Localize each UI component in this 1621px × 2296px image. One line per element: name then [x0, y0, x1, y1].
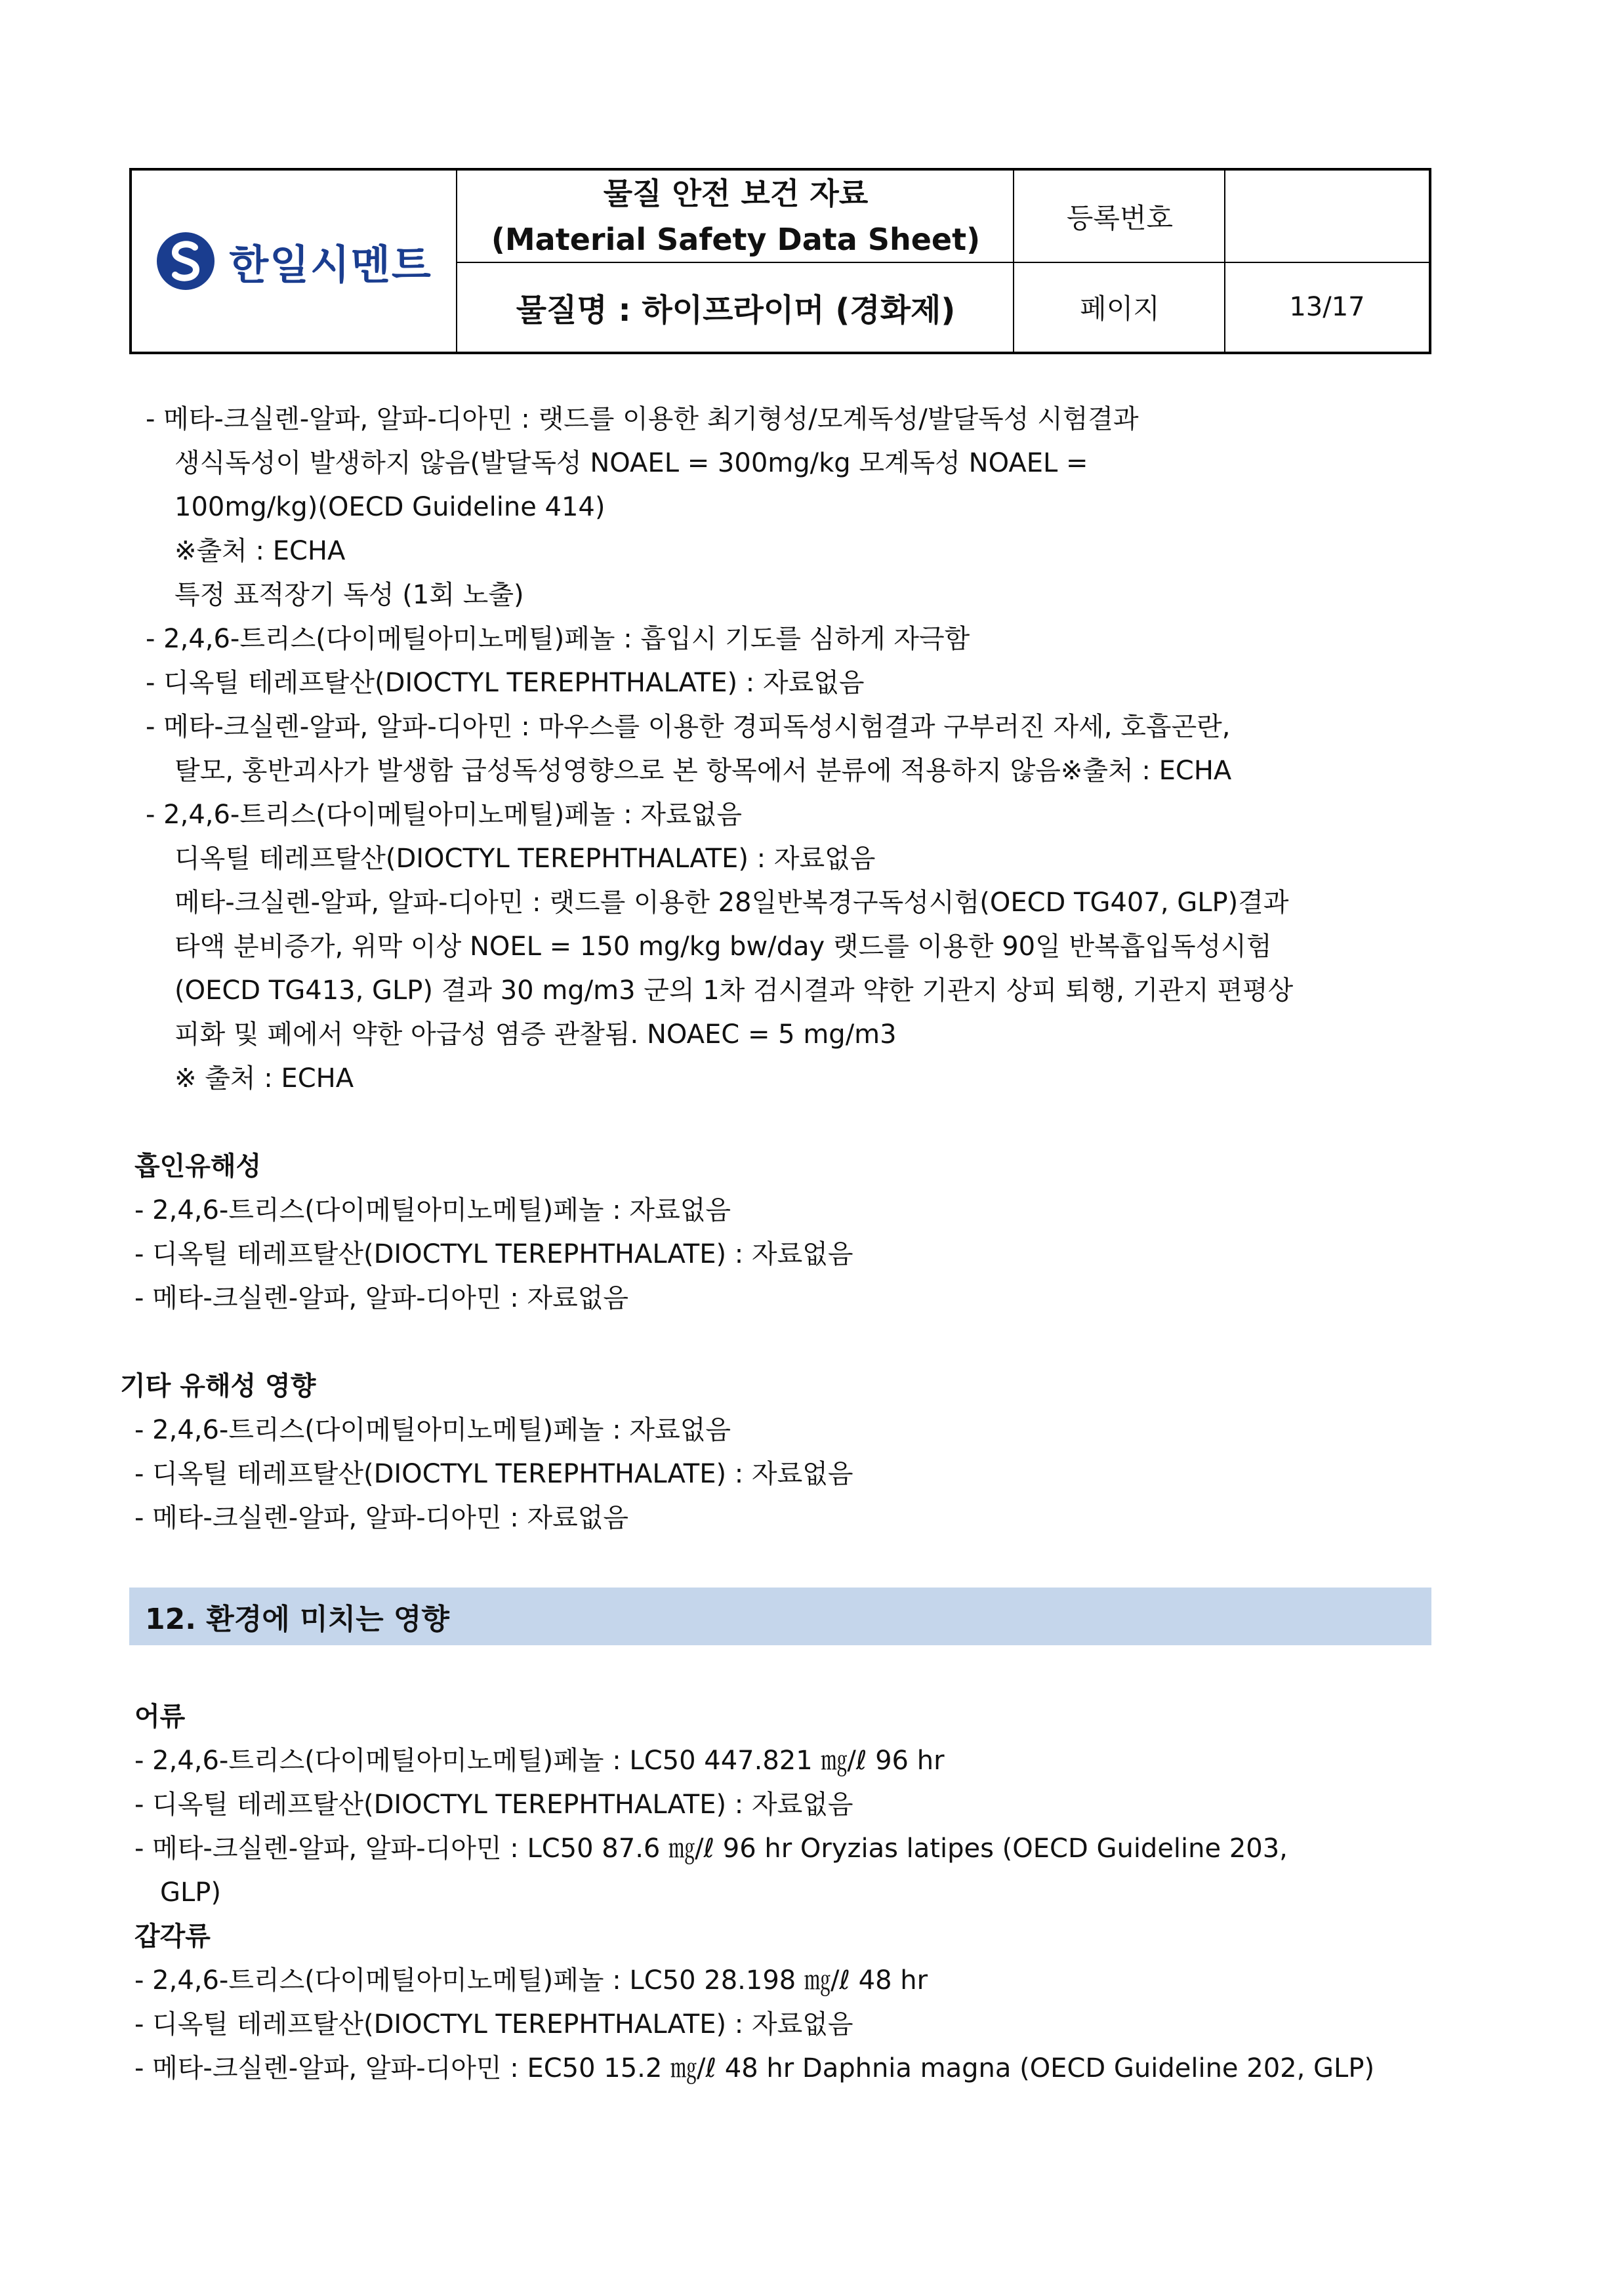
text-line: ※출처 : ECHA [174, 536, 346, 566]
list-item: - 메타-크실렌-알파, 알파-디아민 : EC50 15.2 ㎎/ℓ 48 hr Daphnia magna (OECD Guideline 202, GLP) [134, 2053, 1375, 2083]
document-header-table [129, 168, 1431, 354]
title-korean: 물질 안전 보건 자료 [603, 176, 869, 211]
list-item: - 2,4,6-트리스(다이메틸아미노메틸)페놀 : 자료없음 [134, 1195, 731, 1225]
registration-number-value [1225, 171, 1429, 262]
document-title [457, 171, 1014, 262]
list-item: - 메타-크실렌-알파, 알파-디아민 : 자료없음 [134, 1503, 629, 1533]
text-line: 타액 분비증가, 위막 이상 NOEL = 150 mg/kg bw/day 랫드를 이용한 90일 반복흡입독성시험 [174, 932, 1272, 962]
aspiration-heading: 흡인유해성 [134, 1151, 262, 1181]
text-line: 특정 표적장기 독성 (1회 노출) [174, 580, 524, 610]
section-12-title: 12. 환경에 미치는 영향 [145, 1603, 449, 1636]
page-number: 13/17 [1289, 292, 1365, 322]
list-item: - 디옥틸 테레프탈산(DIOCTYL TEREPHTHALATE) : 자료없음 [134, 1790, 853, 1820]
text-line: 디옥틸 테레프탈산(DIOCTYL TEREPHTHALATE) : 자료없음 [174, 844, 876, 874]
section-12-header [129, 1588, 1431, 1645]
other-hazard-heading: 기타 유해성 영향 [120, 1371, 316, 1401]
text-line: - 메타-크실렌-알파, 알파-디아민 : 랫드를 이용한 최기형성/모계독성/발달독성 시험결과 [146, 404, 1139, 434]
text-line: ※ 출처 : ECHA [174, 1063, 354, 1094]
text-line: - 디옥틸 테레프탈산(DIOCTYL TEREPHTHALATE) : 자료없음 [146, 668, 865, 698]
title-english: (Material Safety Data Sheet) [491, 222, 981, 257]
text-line: - 메타-크실렌-알파, 알파-디아민 : 마우스를 이용한 경피독성시험결과 구부러진 자세, 호흡곤란, [146, 712, 1231, 742]
list-item: - 메타-크실렌-알파, 알파-디아민 : 자료없음 [134, 1283, 629, 1313]
list-item-continuation: GLP) [160, 1877, 222, 1908]
list-item: - 2,4,6-트리스(다이메틸아미노메틸)페놀 : LC50 28.198 ㎎/ℓ 48 hr [134, 1965, 928, 1996]
text-line: 피화 및 폐에서 약한 아급성 염증 관찰됨. NOAEC = 5 mg/m3 [174, 1019, 897, 1050]
company-logo [132, 171, 457, 352]
company-logo-icon [157, 232, 215, 290]
list-item: - 2,4,6-트리스(다이메틸아미노메틸)페놀 : 자료없음 [134, 1415, 731, 1445]
text-line: 100mg/kg)(OECD Guideline 414) [174, 492, 605, 522]
text-line: 메타-크실렌-알파, 알파-디아민 : 랫드를 이용한 28일반복경구독성시험(OECD TG407, GLP)결과 [174, 888, 1289, 918]
text-line: - 2,4,6-트리스(다이메틸아미노메틸)페놀 : 자료없음 [146, 800, 742, 830]
text-line: 탈모, 홍반괴사가 발생함 급성독성영향으로 본 항목에서 분류에 적용하지 않음※출처 : ECHA [174, 756, 1232, 786]
list-item: - 디옥틸 테레프탈산(DIOCTYL TEREPHTHALATE) : 자료없음 [134, 1459, 853, 1489]
crustacea-heading: 갑각류 [134, 1921, 211, 1952]
fish-heading: 어류 [134, 1702, 186, 1732]
text-line: - 2,4,6-트리스(다이메틸아미노메틸)페놀 : 흡입시 기도를 심하게 자극함 [146, 624, 970, 654]
list-item: - 메타-크실렌-알파, 알파-디아민 : LC50 87.6 ㎎/ℓ 96 hr Oryzias latipes (OECD Guideline 203, [134, 1834, 1288, 1864]
company-name: 한일시멘트 [229, 240, 432, 289]
text-line: 생식독성이 발생하지 않음(발달독성 NOAEL = 300mg/kg 모계독성 NOAEL = [174, 448, 1088, 478]
page-label: 페이지 [1080, 293, 1160, 325]
list-item: - 디옥틸 테레프탈산(DIOCTYL TEREPHTHALATE) : 자료없음 [134, 2009, 853, 2040]
registration-number-label: 등록번호 [1066, 202, 1174, 234]
list-item: - 디옥틸 테레프탈산(DIOCTYL TEREPHTHALATE) : 자료없음 [134, 1239, 853, 1269]
text-line: (OECD TG413, GLP) 결과 30 mg/m3 군의 1차 검시결과 약한 기관지 상피 퇴행, 기관지 편평상 [174, 975, 1294, 1006]
substance-name: 물질명 : 하이프라이머 (경화제) [516, 291, 956, 329]
list-item: - 2,4,6-트리스(다이메틸아미노메틸)페놀 : LC50 447.821 ㎎/ℓ 96 hr [134, 1746, 945, 1776]
